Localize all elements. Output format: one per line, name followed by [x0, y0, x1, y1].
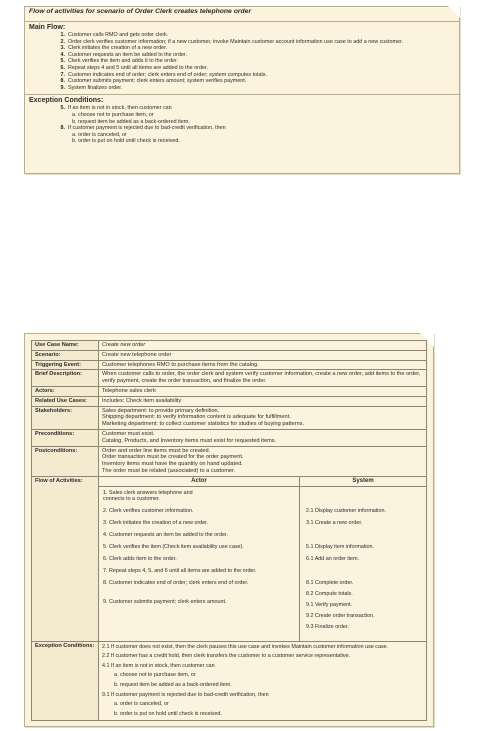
step-number: 6. — [60, 64, 65, 71]
page-fold — [448, 6, 460, 18]
exception-item: b. request item be added as a back-ordered item. — [114, 681, 232, 688]
system-step: 3.1 Create a new order. — [306, 519, 363, 526]
row-label: Exception Conditions: — [32, 641, 99, 721]
system-step: 6.1 Add an order item. — [306, 555, 360, 562]
step-text: a. choose not to purchase item, or — [72, 111, 154, 118]
main-flow-list — [25, 32, 459, 91]
row-label: Flow of Activities: — [32, 476, 99, 641]
row-value: Create new telephone order — [99, 350, 427, 360]
system-step: 9.2 Create order transaction. — [306, 612, 375, 619]
step-number: 9. — [60, 84, 65, 91]
actor-step: 9. Customer submits payment; clerk enters amount. — [103, 598, 227, 605]
flow-step — [55, 78, 459, 85]
row-label: Actors: — [32, 386, 99, 396]
actor-step: 2. Clerk verifies customer information. — [103, 507, 194, 514]
exception-item — [55, 119, 459, 126]
actor-step: 8. Customer indicates end of order; clerk enters end of order. — [103, 579, 249, 586]
row-label: Triggering Event: — [32, 360, 99, 370]
actor-step: 6. Clerk adds item to the order. — [103, 555, 177, 562]
step-text: Clerk verifies the item and adds it to the order. — [68, 58, 178, 65]
flow-cell — [99, 476, 427, 641]
flow-step — [55, 65, 459, 72]
system-step: 8.2 Compute totals. — [306, 590, 353, 597]
table-row — [32, 396, 427, 406]
step-text: Customer submits payment; clerk enters amount; system verifies payment. — [68, 78, 247, 85]
table-row — [32, 406, 427, 429]
exception-item — [55, 138, 459, 145]
step-number: 1. — [60, 32, 65, 38]
exception-item — [55, 112, 459, 119]
system-heading: System — [352, 477, 374, 484]
table-row — [32, 360, 427, 370]
exception-item: a. choose not to purchase item, or — [114, 672, 196, 679]
flow-step — [55, 39, 459, 46]
system-step: 2.1 Display customer information. — [306, 507, 386, 514]
row-value: Create new order — [99, 341, 427, 351]
card-title: Flow of activities for scenario of Order Clerk creates telephone order — [25, 7, 459, 22]
use-case-card — [24, 333, 434, 727]
row-value: When customer calls to order, the order clerk and system verify customer information, create a new order, add items to the order, verify payment, create the order transaction, and finalize the order. — [99, 370, 427, 387]
step-text: System finalizes order. — [68, 84, 123, 91]
table-row — [32, 350, 427, 360]
exception-list — [25, 105, 459, 145]
step-number: 4. — [60, 51, 65, 58]
step-text: b. request item be added as a back-ordered item. — [72, 118, 190, 125]
step-text: Clerk initiates the creation of a new order. — [68, 45, 168, 52]
exception-item — [55, 132, 459, 139]
step-text: Order clerk verifies customer information; if a new customer, invoke Maintain customer account information use case to add a new customer. — [68, 38, 403, 45]
flow-header — [99, 477, 426, 487]
row-label: Stakeholders: — [32, 406, 99, 429]
exception-item: 2.2 If customer has a credit hold, then clerk transfers the customer to a customer service representative. — [102, 653, 351, 660]
actor-step: 1. Sales clerk answers telephone and — [103, 489, 193, 496]
step-number: 3. — [60, 45, 65, 52]
step-number: 8. — [60, 125, 65, 132]
system-column — [300, 487, 426, 641]
step-text: Customer requests an item be added to the order. — [68, 51, 187, 58]
table-row — [32, 429, 427, 446]
actor-heading: Actor — [99, 477, 300, 486]
flow-body — [99, 487, 426, 641]
exception-item: 9.1 If customer payment is rejected due to bad-credit verification, then — [102, 691, 269, 698]
row-label: Preconditions: — [32, 429, 99, 446]
row-label: Related Use Cases: — [32, 396, 99, 406]
row-label: Brief Description: — [32, 370, 99, 387]
flow-step — [55, 72, 459, 79]
actor-step: 5. Clerk verifies the item (Check item availability use case). — [103, 543, 244, 550]
step-number: 7. — [60, 71, 65, 78]
flow-row — [32, 476, 427, 641]
step-text: If an item is not in stock, then customer can — [68, 105, 172, 112]
row-value: Order and order line items must be created. Order transaction must be created for the order payment. Inventory items must have the quantity on hand updated. The order must be related (associated) to a customer. — [99, 446, 427, 476]
step-text: If customer payment is rejected due to bad-credit verification, then — [68, 125, 226, 132]
exception-item — [55, 125, 459, 132]
flow-step — [55, 52, 459, 59]
flow-step — [55, 85, 459, 92]
row-label: Scenario: — [32, 350, 99, 360]
flow-step — [55, 45, 459, 52]
row-value: Customer telephones RMO to purchase items from the catalog. — [99, 360, 427, 370]
flow-step — [55, 58, 459, 65]
exception-item: b. order is put on hold until check is received. — [114, 710, 222, 717]
step-text: Repeat steps 4 and 5 until all items are added to the order. — [68, 64, 208, 71]
exception-item: 4.1 If an item is not in stock, then customer can — [102, 662, 215, 669]
page-fold — [420, 333, 434, 347]
step-number: 5. — [60, 105, 65, 112]
exception-heading: Exception Conditions: — [29, 97, 104, 105]
actor-column — [99, 487, 300, 641]
exception-item: 2.1 If customer does not exist, then the clerk pauses this use case and invokes Maintain customer information use case. — [102, 643, 389, 650]
system-step: 9.1 Verify payment. — [306, 601, 353, 608]
step-text: a. order is canceled, or — [72, 131, 127, 138]
flow-step — [55, 32, 459, 39]
system-step: 8.1 Complete order. — [306, 579, 354, 586]
actor-step: connects to a customer. — [103, 495, 160, 502]
scenario-card — [24, 6, 460, 174]
use-case-table — [31, 340, 427, 721]
row-value: Sales department: to provide primary definition. Shipping department: to verify information content is adequate for fulfillment. Marketing department: to collect customer statistics for studies of buying patterns. — [99, 406, 427, 429]
exception-row — [32, 641, 427, 721]
main-flow-heading: Main Flow: — [29, 24, 66, 31]
row-value: Customer must exist. Catalog, Products, and Inventory items must exist for requested items. — [99, 429, 427, 446]
step-text: Customer calls RMO and gets order clerk. — [68, 32, 169, 38]
step-text: Customer indicates end of order; clerk enters end of order; system computes totals. — [68, 71, 267, 78]
exception-item — [55, 105, 459, 112]
exception-item: a. order is canceled, or — [114, 701, 169, 708]
system-step: 5.1 Display item information. — [306, 543, 375, 550]
actor-step: 3. Clerk initiates the creation of a new order. — [103, 519, 209, 526]
row-label: Use Case Name: — [32, 341, 99, 351]
actor-step: 7. Repeat steps 4, 5, and 6 until all items are added to the order. — [103, 567, 257, 574]
step-text: b. order is put on hold until check is received. — [72, 138, 180, 145]
row-label: Postconditions: — [32, 446, 99, 476]
row-value: Telephone sales clerk — [99, 386, 427, 396]
table-row — [32, 341, 427, 351]
step-number: 5. — [60, 58, 65, 65]
table-row — [32, 446, 427, 476]
system-step: 9.3 Finalize order. — [306, 623, 349, 630]
step-number: 2. — [60, 38, 65, 45]
row-value: Includes: Check item availability — [99, 396, 427, 406]
exception-cell — [99, 641, 427, 721]
actor-step: 4. Customer requests an item be added to the order. — [103, 531, 228, 538]
table-row — [32, 386, 427, 396]
step-number: 8. — [60, 78, 65, 85]
table-row — [32, 370, 427, 387]
